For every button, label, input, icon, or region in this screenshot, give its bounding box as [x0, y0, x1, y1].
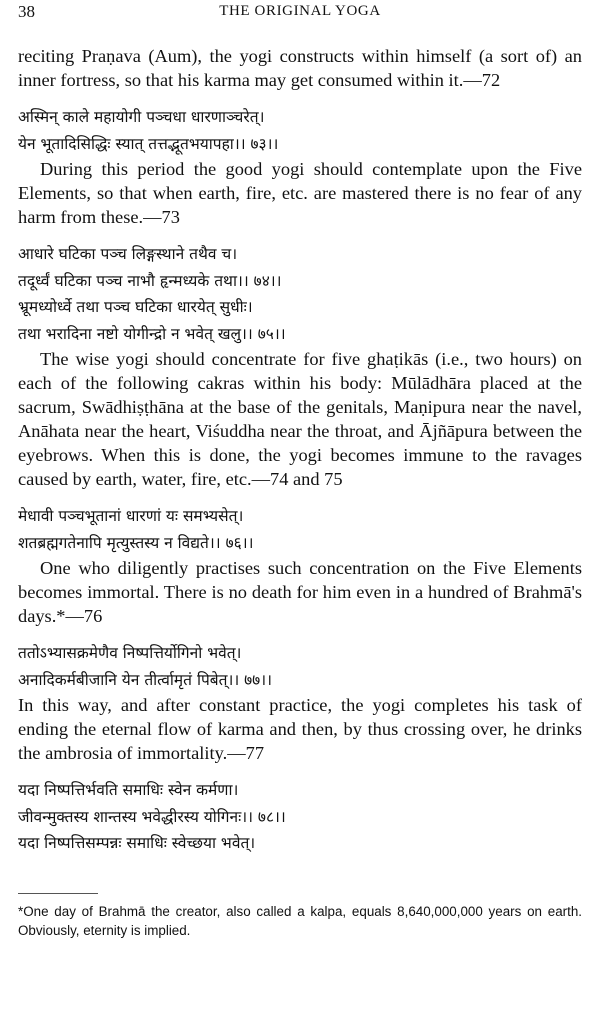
verse-line: शतब्रह्मगतेनापि मृत्युस्तस्य न विद्यते।। ७६।।: [18, 533, 254, 552]
verse-line: तदूर्ध्वं घटिका पञ्च नाभौ हृन्मध्यके तथा।। ७४।।: [18, 271, 282, 290]
verse-line: अस्मिन् काले महायोगी पञ्चधा धारणाञ्चरेत्।: [18, 108, 265, 126]
verse-line: तथा भरादिना नष्टो योगीन्द्रो न भवेत् खलु।। ७५।।: [18, 324, 286, 343]
verse-line: जीवन्मुक्तस्य शान्तस्य भवेद्धीरस्य योगिनः।। ७८।।: [18, 807, 286, 826]
verse-line: अनादिकर्मबीजानि येन तीर्त्वामृतं पिबेत्।। ७७।।: [18, 670, 272, 689]
verse-line: यदा निष्पत्तिसम्पन्नः समाधिः स्वेच्छया भवेत्।: [18, 834, 256, 852]
sanskrit-verse: [18, 241, 582, 347]
prose-paragraph: During this period the good yogi should contemplate upon the Five Elements, so that when earth, fire, etc. are mastered there is no fear of any harm from these.—73: [18, 159, 582, 227]
page-header: [18, 0, 582, 32]
prose-paragraph: reciting Praṇava (Aum), the yogi constructs within himself (a sort of) an inner fortress, so that his karma may get consumed within it.—72: [18, 46, 582, 90]
page-number: 38: [18, 2, 35, 21]
verse-line: भ्रूमध्योर्ध्वे तथा पञ्च घटिका धारयेत् सुधीः।: [18, 298, 253, 316]
prose-paragraph: In this way, and after constant practice, the yogi completes his task of ending the eternal flow of karma and then, by thus crossing over, he drinks the ambrosia of immortality.—77: [18, 695, 582, 763]
running-head: THE ORIGINAL YOGA: [219, 3, 381, 19]
footnote: *One day of Brahmā the creator, also called a kalpa, equals 8,640,000,000 years on earth. Obviously, eternity is implied.: [18, 903, 582, 938]
verse-line: ततोऽभ्यासक्रमेणैव निष्पत्तिर्योगिनो भवेत्।: [18, 644, 242, 662]
verse-line: येन भूतादिसिद्धिः स्यात् तत्तद्भूतभयापहा।। ७३।।: [18, 134, 279, 153]
verse-line: आधारे घटिका पञ्च लिङ्गस्थाने तथैव च।: [18, 245, 238, 263]
sanskrit-verse: [18, 503, 582, 556]
sanskrit-verse: [18, 104, 582, 157]
prose-paragraph: One who diligently practises such concentration on the Five Elements becomes immortal. There is no death for him even in a hundred of Brahmā's days.*—76: [18, 558, 582, 626]
sanskrit-verse: [18, 777, 582, 857]
footnote-divider: [18, 893, 98, 894]
verse-line: मेधावी पञ्चभूतानां धारणां यः समभ्यसेत्।: [18, 507, 244, 525]
sanskrit-verse: [18, 640, 582, 693]
verse-line: यदा निष्पत्तिर्भवति समाधिः स्वेन कर्मणा।: [18, 781, 239, 799]
prose-paragraph: The wise yogi should concentrate for five ghaṭikās (i.e., two hours) on each of the following cakras within his body: Mūlādhāra placed at the sacrum, Swādhiṣṭhāna at the base of the genitals, Maṇipura near the navel, Anāhata near the heart, Viśuddha near the throat, and Ājñāpura between the eyebrows. When this is done, the yogi becomes immune to the ravages caused by earth, water, fire, etc.—74 and 75: [18, 349, 582, 489]
